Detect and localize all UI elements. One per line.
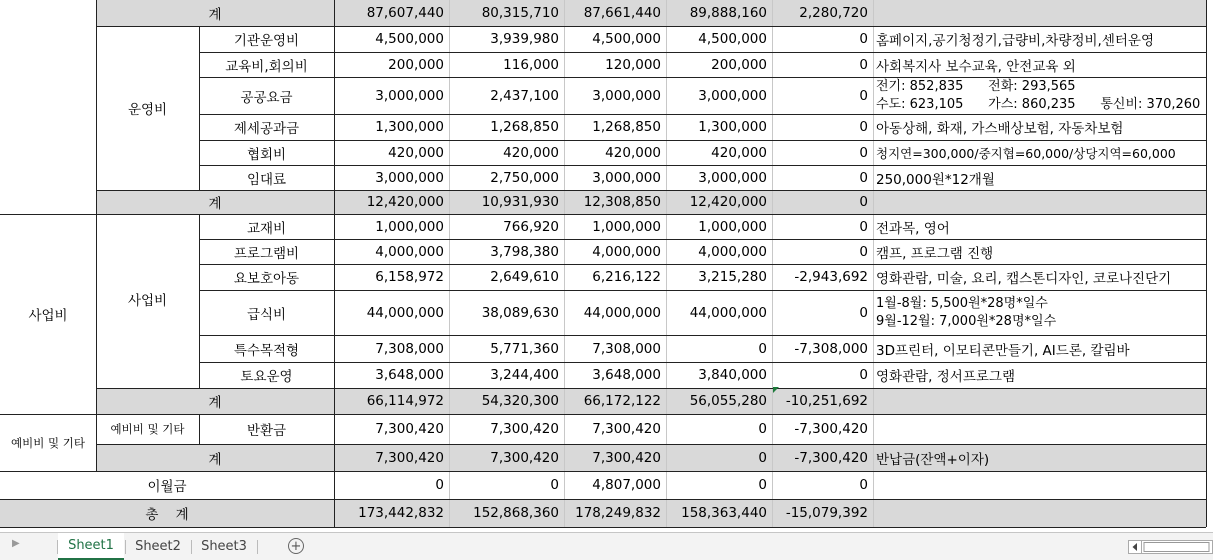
cell-value[interactable]: -7,308,000 [794,340,868,357]
cell-value[interactable]: 12,308,850 [583,194,661,210]
cell-value[interactable]: 38,089,630 [481,304,559,321]
cell-note[interactable]: 영화관람, 미술, 요리, 캡스톤디자인, 코로나진단기 [876,271,1172,287]
group-reserve: 예비비 및 기타 [11,435,85,450]
row-label: 임대료 [246,171,287,188]
cell-value[interactable]: 3,000,000 [375,169,444,186]
cell-value[interactable]: 0 [859,87,868,104]
note-line: 9월-12월: 7,000원*28명*일수 [876,313,1057,329]
cell-value[interactable]: 56,055,280 [689,393,767,409]
cell-note[interactable] [873,290,1206,335]
cell-value[interactable]: 1,000,000 [592,218,661,235]
cell-value[interactable]: 2,437,100 [490,87,559,104]
cell-value[interactable]: 7,300,420 [490,421,559,437]
group-business: 사업비 [28,308,68,324]
cell-value[interactable]: 200,000 [388,56,444,73]
cell-value[interactable]: 420,000 [503,144,559,161]
cell-value[interactable]: 12,420,000 [689,194,767,210]
top-total-v0[interactable]: 87,607,440 [366,5,444,21]
cell-value[interactable]: 4,000,000 [375,243,444,260]
cell-value[interactable]: 0 [859,31,868,47]
carryover-label: 이월금 [147,479,187,495]
note-line: 전기: 852,835 전화: 293,565 [876,78,1076,94]
cell-value[interactable]: 7,300,420 [490,449,559,466]
plus-circle-icon[interactable]: + [288,538,304,554]
cell-value[interactable]: 1,268,850 [592,119,661,135]
row-label: 특수목적형 [233,342,300,359]
cell-value[interactable]: 0 [435,477,444,493]
cell-value[interactable]: 0 [859,218,868,235]
cell-value[interactable]: 4,500,000 [375,31,444,47]
top-total-v4[interactable]: 2,280,720 [799,5,868,21]
cell-value[interactable]: 0 [859,119,868,135]
cell-value[interactable]: 3,000,000 [375,87,444,104]
cell-value[interactable]: 12,420,000 [366,194,444,210]
cell-value[interactable]: 3,215,280 [698,269,767,285]
cell-value[interactable]: 5,771,360 [490,340,559,357]
row-label: 교육비,회의비 [225,58,308,75]
top-total-v1[interactable]: 80,315,710 [481,5,559,21]
cell-value[interactable]: 10,931,930 [481,194,559,210]
category-reserve: 예비비 및 기타 [110,422,185,436]
cell-value[interactable]: 120,000 [605,56,661,73]
cell-value[interactable]: 1,268,850 [490,119,559,135]
cell-note[interactable]: 사회복지사 보수교육, 안전교육 외 [876,58,1076,75]
cell-value[interactable]: 2,750,000 [490,169,559,186]
cell-value[interactable]: 0 [758,449,767,466]
cell-value[interactable]: 766,920 [503,218,559,235]
cell-value[interactable]: 7,300,420 [592,421,661,437]
cell-value[interactable]: 420,000 [388,144,444,161]
cell-value[interactable]: 6,158,972 [375,269,444,285]
cell-note[interactable]: 아동상해, 화재, 가스배상보험, 자동차보험 [876,121,1124,137]
cell-note[interactable] [873,77,1206,114]
cell-value[interactable]: 0 [859,144,868,161]
cell-value[interactable]: 173,442,832 [358,505,444,521]
cell-value[interactable]: 1,000,000 [375,218,444,235]
cell-note[interactable]: 홈페이지,공기청정기,급량비,차량정비,센터운영 [876,33,1154,49]
cell-value[interactable]: 7,300,420 [375,449,444,466]
cell-value[interactable]: 0 [859,367,868,383]
cell-value[interactable]: 3,000,000 [698,87,767,104]
top-total-v3[interactable]: 89,888,160 [689,5,767,21]
cell-value[interactable]: 7,300,420 [592,449,661,466]
horizontal-scrollbar[interactable] [1128,540,1213,554]
cell-value[interactable]: 158,363,440 [681,505,767,521]
row-label: 토요운영 [240,369,293,385]
cell-value[interactable]: 54,320,300 [481,393,559,409]
cell-value[interactable]: 4,500,000 [592,31,661,47]
cell-value[interactable]: 2,649,610 [490,269,559,285]
cell-value[interactable]: 420,000 [711,144,767,161]
cell-value[interactable]: 3,244,400 [490,367,559,383]
cell-value[interactable]: 44,000,000 [366,304,444,321]
row-label: 공공요금 [240,89,293,106]
cell-note[interactable]: 250,000원*12개월 [876,171,995,188]
cell-value[interactable]: 3,798,380 [490,243,559,260]
sheet-tab-sheet1[interactable]: Sheet1 [58,533,124,560]
cell-note[interactable]: 전과목, 영어 [876,220,950,237]
row-label: 기관운영비 [233,33,300,49]
cell-value[interactable]: 178,249,832 [575,505,661,521]
row-label: 교재비 [246,220,287,237]
cell-value[interactable]: 3,840,000 [698,367,767,383]
cell-value[interactable]: 1,300,000 [698,119,767,135]
cell-value[interactable]: 4,807,000 [592,477,661,493]
cell-value[interactable]: 7,308,000 [592,340,661,357]
scroll-tabs-right-icon[interactable]: ▶ [12,538,20,549]
cell-value[interactable]: 0 [859,243,868,260]
cell-value[interactable]: 4,000,000 [698,243,767,260]
cell-value[interactable]: -10,251,692 [785,393,868,409]
note-line: 수도: 623,105 가스: 860,235 통신비: 370,260 [876,96,1201,112]
note-line: 1월-8월: 5,500원*28명*일수 [876,295,1048,311]
cell-value[interactable]: 66,172,122 [583,393,661,409]
reserve-total-label: 계 [208,451,222,468]
cell-value[interactable]: 0 [758,421,767,437]
cell-value[interactable]: 3,939,980 [490,31,559,47]
cell-value[interactable]: -15,079,392 [785,505,868,521]
category-business: 사업비 [127,293,168,309]
cell-value[interactable]: 0 [859,304,868,321]
cell-value[interactable]: 420,000 [605,144,661,161]
cell-value[interactable]: 7,300,420 [375,421,444,437]
row-label: 급식비 [246,306,287,323]
row-label: 제세공과금 [233,121,300,137]
cell-value[interactable]: 0 [550,477,559,493]
cell-value[interactable]: 0 [859,194,868,210]
row-label: 협회비 [246,146,287,163]
cell-value[interactable]: -7,300,420 [794,449,868,466]
cell-value[interactable]: 4,000,000 [592,243,661,260]
operating-total-label: 계 [208,196,222,212]
row-label: 프로그램비 [233,245,300,262]
row-label: 반환금 [246,423,287,439]
cell-value[interactable]: 3,648,000 [592,367,661,383]
row-label: 요보호아동 [233,271,300,287]
category-operating: 운영비 [127,102,168,118]
cell-value[interactable]: 1,000,000 [698,218,767,235]
cell-value[interactable]: 6,216,122 [592,269,661,285]
cell-value[interactable]: 44,000,000 [689,304,767,321]
cell-value[interactable]: -7,300,420 [794,421,868,437]
cell-value[interactable]: 3,000,000 [592,169,661,186]
sheet-tab-bar [0,532,1213,560]
cell-value[interactable]: 66,114,972 [366,393,444,409]
cell-value[interactable]: 3,000,000 [592,87,661,104]
cell-value[interactable]: 116,000 [503,56,559,73]
sheet-tab-sheet3[interactable]: Sheet3 [201,539,247,554]
cell-value[interactable]: 152,868,360 [473,505,559,521]
cell-value[interactable]: 0 [758,477,767,493]
cell-value[interactable]: 0 [758,340,767,357]
cell-value[interactable]: 44,000,000 [583,304,661,321]
cell-value[interactable]: 0 [859,477,868,493]
cell-value[interactable]: 4,500,000 [698,31,767,47]
cell-note[interactable]: 영화관람, 정서프로그램 [876,369,1015,385]
cell-value[interactable]: 3,648,000 [375,367,444,383]
cell-value[interactable]: 1,300,000 [375,119,444,135]
cell-value[interactable]: -2,943,692 [794,269,868,285]
sheet-tab-sheet2[interactable]: Sheet2 [135,539,181,554]
cell-value[interactable]: 0 [859,56,868,73]
cell-value[interactable]: 0 [859,169,868,186]
business-total-label: 계 [208,395,222,411]
top-total-label: 계 [208,7,222,23]
top-total-v2[interactable]: 87,661,440 [583,5,661,21]
cell-note[interactable]: 청지연=300,000/중지협=60,000/상당지역=60,000 [876,145,1176,161]
grand-total-label: 총 계 [145,507,189,523]
cell-note[interactable]: 캠프, 프로그램 진행 [876,245,994,262]
cell-note[interactable]: 3D프린터, 이모티콘만들기, AI드론, 칼림바 [876,342,1130,359]
cell-note[interactable]: 반납금(잔액+이자) [876,451,990,468]
cell-value[interactable]: 3,000,000 [698,169,767,186]
cell-value[interactable]: 200,000 [711,56,767,73]
cell-value[interactable]: 7,308,000 [375,340,444,357]
